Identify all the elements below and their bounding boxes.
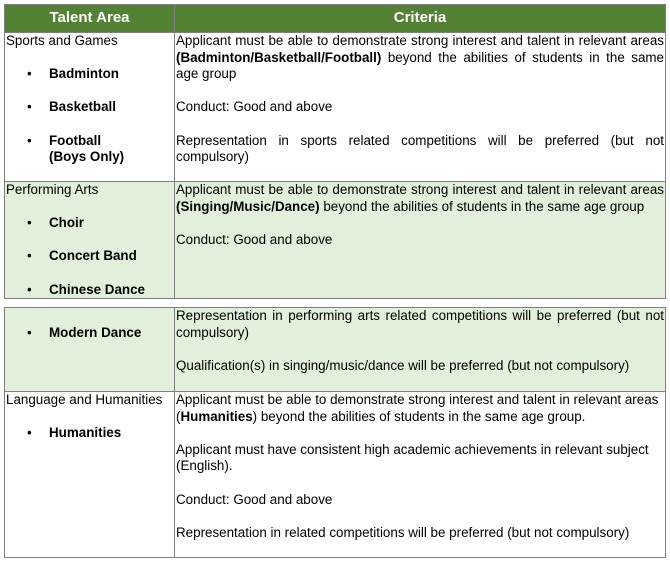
football-label: Football xyxy=(49,132,102,148)
criteria-text: Applicant must be able to demonstrate strong interest and talent in relevant areas xyxy=(176,33,664,48)
criteria-text: ) beyond the abilities of students in the same age group. xyxy=(252,408,586,424)
area-cell-language-humanities xyxy=(5,392,175,558)
criteria-areas: (Badminton/Basketball/Football) xyxy=(176,49,382,65)
criteria-interest-performing-arts xyxy=(176,182,664,215)
header-row xyxy=(5,5,666,33)
area-item-list xyxy=(6,215,173,298)
criteria-interest-sports xyxy=(176,33,664,83)
criteria-areas: (Singing/Music/Dance) xyxy=(176,198,320,214)
criteria-qualification-performing-arts: Qualification(s) in singing/music/dance will be preferred (but not compulsory) xyxy=(176,357,630,373)
football-note: (Boys Only) xyxy=(49,149,125,165)
criteria-conduct-sports: Conduct: Good and above xyxy=(176,99,333,115)
header-talent-area: Talent Area xyxy=(5,5,175,33)
criteria-representation-sports: Representation in sports related competitions will be preferred (but not compulsory) xyxy=(176,132,664,165)
list-item-football xyxy=(6,133,173,166)
row-performing-arts xyxy=(5,182,666,299)
criteria-interest-humanities xyxy=(176,392,664,425)
criteria-academic-humanities: Applicant must have consistent high academic achievements in relevant subject (English). xyxy=(176,441,649,474)
list-item-humanities: • Humanities xyxy=(6,425,173,442)
criteria-text: beyond the abilities of students in the same age group xyxy=(319,198,645,214)
criteria-cell-performing-arts xyxy=(175,182,666,299)
criteria-cell-sports xyxy=(175,33,666,182)
criteria-representation-humanities: Representation in related competitions will be preferred (but not compulsory) xyxy=(176,524,630,540)
area-title-language-humanities: Language and Humanities xyxy=(6,392,163,407)
criteria-conduct-performing-arts: Conduct: Good and above xyxy=(176,231,333,247)
criteria-text: Applicant must be able to demonstrate strong interest and talent in relevant areas xyxy=(176,182,664,197)
list-item-chinese-dance: • Chinese Dance xyxy=(6,282,173,299)
list-item-badminton: • Badminton xyxy=(6,66,173,83)
area-item-list xyxy=(6,325,173,342)
list-item-choir: • Choir xyxy=(6,215,173,232)
area-cell-sports xyxy=(5,33,175,182)
criteria-table-page-1 xyxy=(4,4,666,299)
list-item-basketball: • Basketball xyxy=(6,99,173,116)
row-sports-and-games xyxy=(5,33,666,182)
criteria-table-page-2 xyxy=(4,307,666,558)
page-break-gap xyxy=(0,299,670,307)
area-item-list xyxy=(6,66,173,166)
area-cell-performing-arts-continued xyxy=(5,308,175,392)
list-item-modern-dance: • Modern Dance xyxy=(6,325,173,342)
criteria-cell-performing-arts-continued xyxy=(175,308,666,392)
area-item-list xyxy=(6,425,173,442)
criteria-cell-language-humanities xyxy=(175,392,666,558)
list-item-concert-band: • Concert Band xyxy=(6,248,173,265)
criteria-text: Applicant must be able to demonstrate strong interest and talent in relevant areas ( xyxy=(176,392,659,424)
area-title-performing-arts: Performing Arts xyxy=(6,182,99,197)
criteria-areas: Humanities xyxy=(180,408,253,424)
area-cell-performing-arts xyxy=(5,182,175,299)
header-criteria: Criteria xyxy=(175,5,666,33)
criteria-text: beyond the abilities of students in the same age group xyxy=(176,49,664,82)
area-title-sports: Sports and Games xyxy=(6,33,118,48)
row-language-and-humanities xyxy=(5,392,666,558)
criteria-conduct-humanities: Conduct: Good and above xyxy=(176,491,333,507)
criteria-representation-performing-arts: Representation in performing arts related competitions will be preferred (but not compulsory) xyxy=(176,308,664,340)
row-performing-arts-continued xyxy=(5,308,666,392)
